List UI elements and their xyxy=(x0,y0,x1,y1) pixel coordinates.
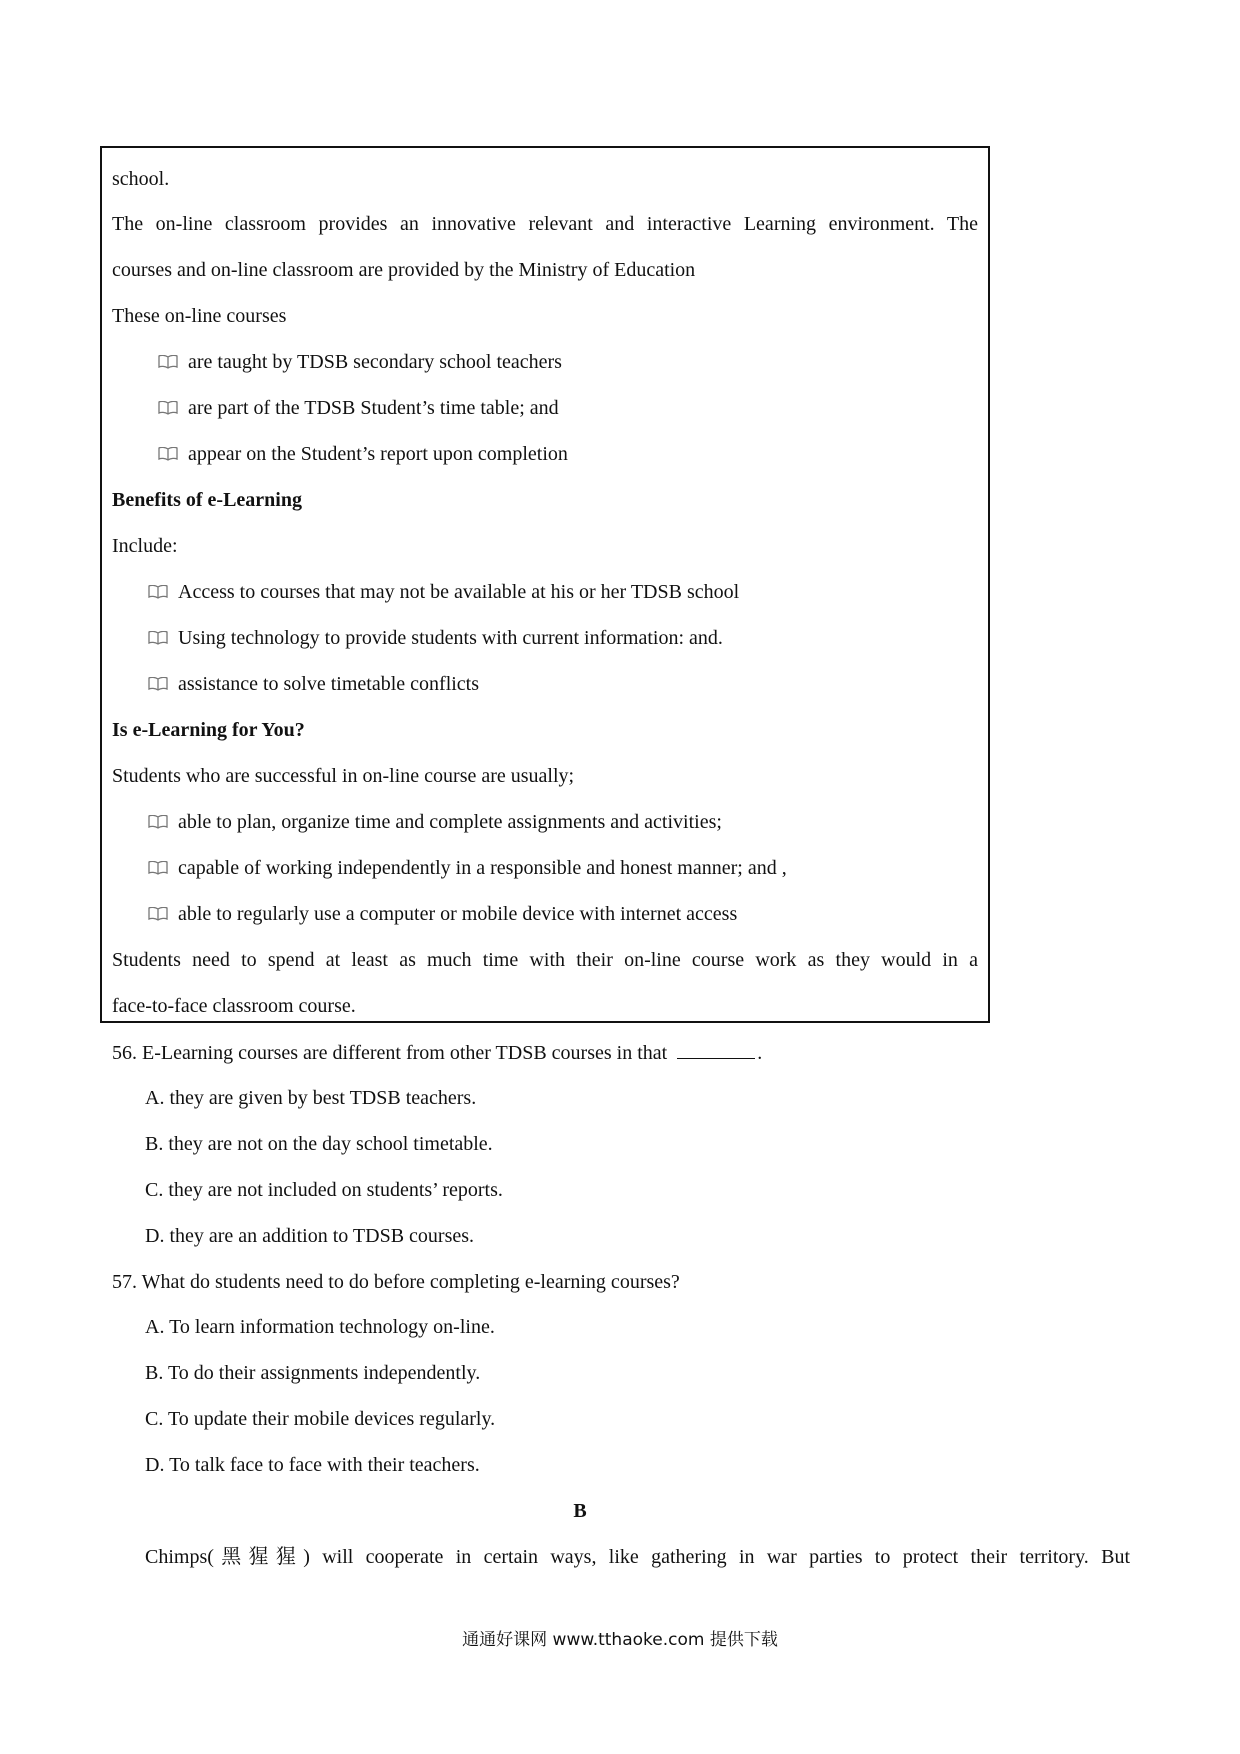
answer-blank xyxy=(677,1040,755,1059)
answer-option: C. To update their mobile devices regularly. xyxy=(145,1408,496,1430)
list-item-text: Access to courses that may not be available at his or her TDSB school xyxy=(178,581,740,603)
section-heading: Is e-Learning for You? xyxy=(112,719,305,741)
list-item xyxy=(148,856,787,880)
list-item xyxy=(148,580,739,604)
book-icon xyxy=(148,585,168,599)
passage-paragraph-line: courses and on-line classroom are provided by the Ministry of Education xyxy=(112,259,696,281)
section-heading: Benefits of e-Learning xyxy=(112,489,302,511)
answer-option: D. To talk face to face with their teachers. xyxy=(145,1454,480,1476)
list-item xyxy=(148,626,723,650)
list-item xyxy=(148,672,479,696)
question-stem xyxy=(112,1040,762,1065)
list-item xyxy=(158,350,562,374)
answer-option: B. they are not on the day school timetable. xyxy=(145,1133,493,1155)
page-footer: 通通好课网 www.tthaoke.com 提供下载 xyxy=(462,1630,778,1650)
passage-paragraph-line: Chimps(黑猩猩) will cooperate in certain ways, like gathering in war parties to protect their territory. But xyxy=(145,1546,1130,1568)
section-label: B xyxy=(573,1500,587,1522)
list-item-text: are taught by TDSB secondary school teachers xyxy=(188,351,562,373)
question-stem-text: 56. E-Learning courses are different from other TDSB courses in that xyxy=(112,1042,668,1064)
list-item-text: are part of the TDSB Student’s time table; and xyxy=(188,397,559,419)
answer-option: C. they are not included on students’ reports. xyxy=(145,1179,503,1201)
answer-option: A. they are given by best TDSB teachers. xyxy=(145,1087,477,1109)
courses-intro: These on-line courses xyxy=(112,305,287,327)
list-item-text: able to regularly use a computer or mobile device with internet access xyxy=(178,903,738,925)
book-icon xyxy=(148,631,168,645)
answer-option: B. To do their assignments independently. xyxy=(145,1362,481,1384)
book-icon xyxy=(158,355,178,369)
list-item-text: able to plan, organize time and complete assignments and activities; xyxy=(178,811,722,833)
passage-paragraph-line: Students need to spend at least as much time with their on-line course work as they would in a xyxy=(112,949,978,971)
book-icon xyxy=(148,907,168,921)
list-item xyxy=(148,902,737,926)
list-item xyxy=(158,442,568,466)
book-icon xyxy=(158,401,178,415)
question-stem: 57. What do students need to do before completing e-learning courses? xyxy=(112,1271,680,1293)
list-item xyxy=(148,810,722,834)
book-icon xyxy=(148,815,168,829)
passage-line: school. xyxy=(112,168,170,190)
list-item-text: assistance to solve timetable conflicts xyxy=(178,673,480,695)
benefits-intro: Include: xyxy=(112,535,178,557)
answer-option: D. they are an addition to TDSB courses. xyxy=(145,1225,475,1247)
book-icon xyxy=(148,861,168,875)
list-item xyxy=(158,396,559,420)
list-item-text: capable of working independently in a responsible and honest manner; and , xyxy=(178,857,787,879)
list-item-text: appear on the Student’s report upon completion xyxy=(188,443,568,465)
passage-paragraph-line: The on-line classroom provides an innovative relevant and interactive Learning environment. The xyxy=(112,213,978,235)
book-icon xyxy=(148,677,168,691)
passage-paragraph-line: face-to-face classroom course. xyxy=(112,995,356,1017)
answer-option: A. To learn information technology on-line. xyxy=(145,1316,495,1338)
list-item-text: Using technology to provide students with current information: and. xyxy=(178,627,723,649)
book-icon xyxy=(158,447,178,461)
question-stem-end: . xyxy=(757,1042,763,1064)
foryou-intro: Students who are successful in on-line course are usually; xyxy=(112,765,575,787)
